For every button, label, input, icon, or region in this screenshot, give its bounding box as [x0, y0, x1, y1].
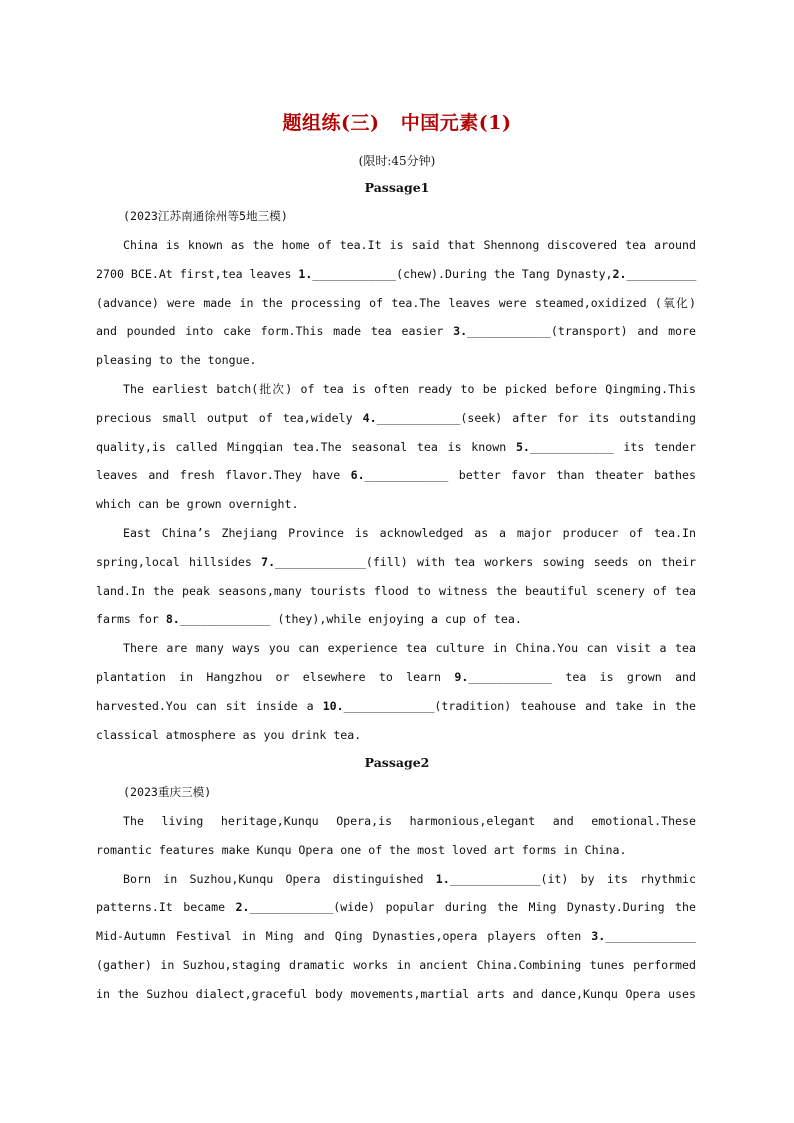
passage1-line: East China’s Zhejiang Province is acknowledged as a major producer of tea.In — [123, 526, 696, 540]
passage1-line: land.In the peak seasons,many tourists flood to witness the beautiful scenery of tea — [96, 584, 696, 598]
passage2-line: Mid-Autumn Festival in Ming and Qing Dynasties,opera players often 3._____________ — [96, 929, 696, 943]
page-title: 题组练(三) 中国元素(1) — [282, 112, 512, 134]
passage1-line: 2700 BCE.At first,tea leaves 1.____________(chew).During the Tang Dynasty,2.__________ — [96, 267, 697, 281]
passage1-line: pleasing to the tongue. — [96, 353, 257, 367]
passage1-line: leaves and fresh flavor.They have 6.____________ better favor than theater bathes — [96, 468, 696, 482]
passage2-line: patterns.It became 2.____________(wide) popular during the Ming Dynasty.During the — [96, 900, 696, 914]
passage1-line: The earliest batch(批次) of tea is often ready to be picked before Qingming.This — [123, 382, 696, 396]
passage1-line: (advance) were made in the processing of tea.The leaves were steamed,oxidized (氧化) — [96, 296, 696, 310]
passage1-line: quality,is called Mingqian tea.The seasonal tea is known 5.____________ its tender — [96, 440, 696, 454]
passage1-line: which can be grown overnight. — [96, 497, 299, 511]
passage2-line: romantic features make Kunqu Opera one of the most loved art forms in China. — [96, 843, 627, 857]
passage1-line: classical atmosphere as you drink tea. — [96, 728, 362, 742]
passage1-line: harvested.You can sit inside a 10._____________(tradition) teahouse and take in the — [96, 699, 696, 713]
passage1-source: (2023江苏南通徐州等5地三模) — [123, 209, 288, 223]
passage2-line: The living heritage,Kunqu Opera,is harmonious,elegant and emotional.These — [123, 814, 696, 828]
time-limit: (限时:45分钟) — [358, 154, 436, 168]
passage1-line: precious small output of tea,widely 4.____________(seek) after for its outstanding — [96, 411, 697, 425]
passage1-line: spring,local hillsides 7._____________(fill) with tea workers sowing seeds on their — [96, 555, 697, 569]
passage2-line: (gather) in Suzhou,staging dramatic works in ancient China.Combining tunes performed — [96, 958, 696, 972]
passage1-line: plantation in Hangzhou or elsewhere to learn 9.____________ tea is grown and — [96, 670, 697, 684]
passage1-line: and pounded into cake form.This made tea easier 3.____________(transport) and more — [96, 324, 696, 338]
passage1-heading: Passage1 — [364, 180, 430, 195]
passage1-line: There are many ways you can experience tea culture in China.You can visit a tea — [123, 641, 696, 655]
passage2-heading: Passage2 — [364, 755, 430, 770]
passage1-line: farms for 8._____________ (they),while enjoying a cup of tea. — [96, 612, 522, 626]
passage1-line: China is known as the home of tea.It is said that Shennong discovered tea around — [123, 238, 696, 252]
passage2-line: in the Suzhou dialect,graceful body movements,martial arts and dance,Kunqu Opera uses — [96, 987, 696, 1001]
passage2-source: (2023重庆三模) — [123, 785, 212, 799]
passage2-line: Born in Suzhou,Kunqu Opera distinguished 1._____________(it) by its rhythmic — [123, 872, 696, 886]
